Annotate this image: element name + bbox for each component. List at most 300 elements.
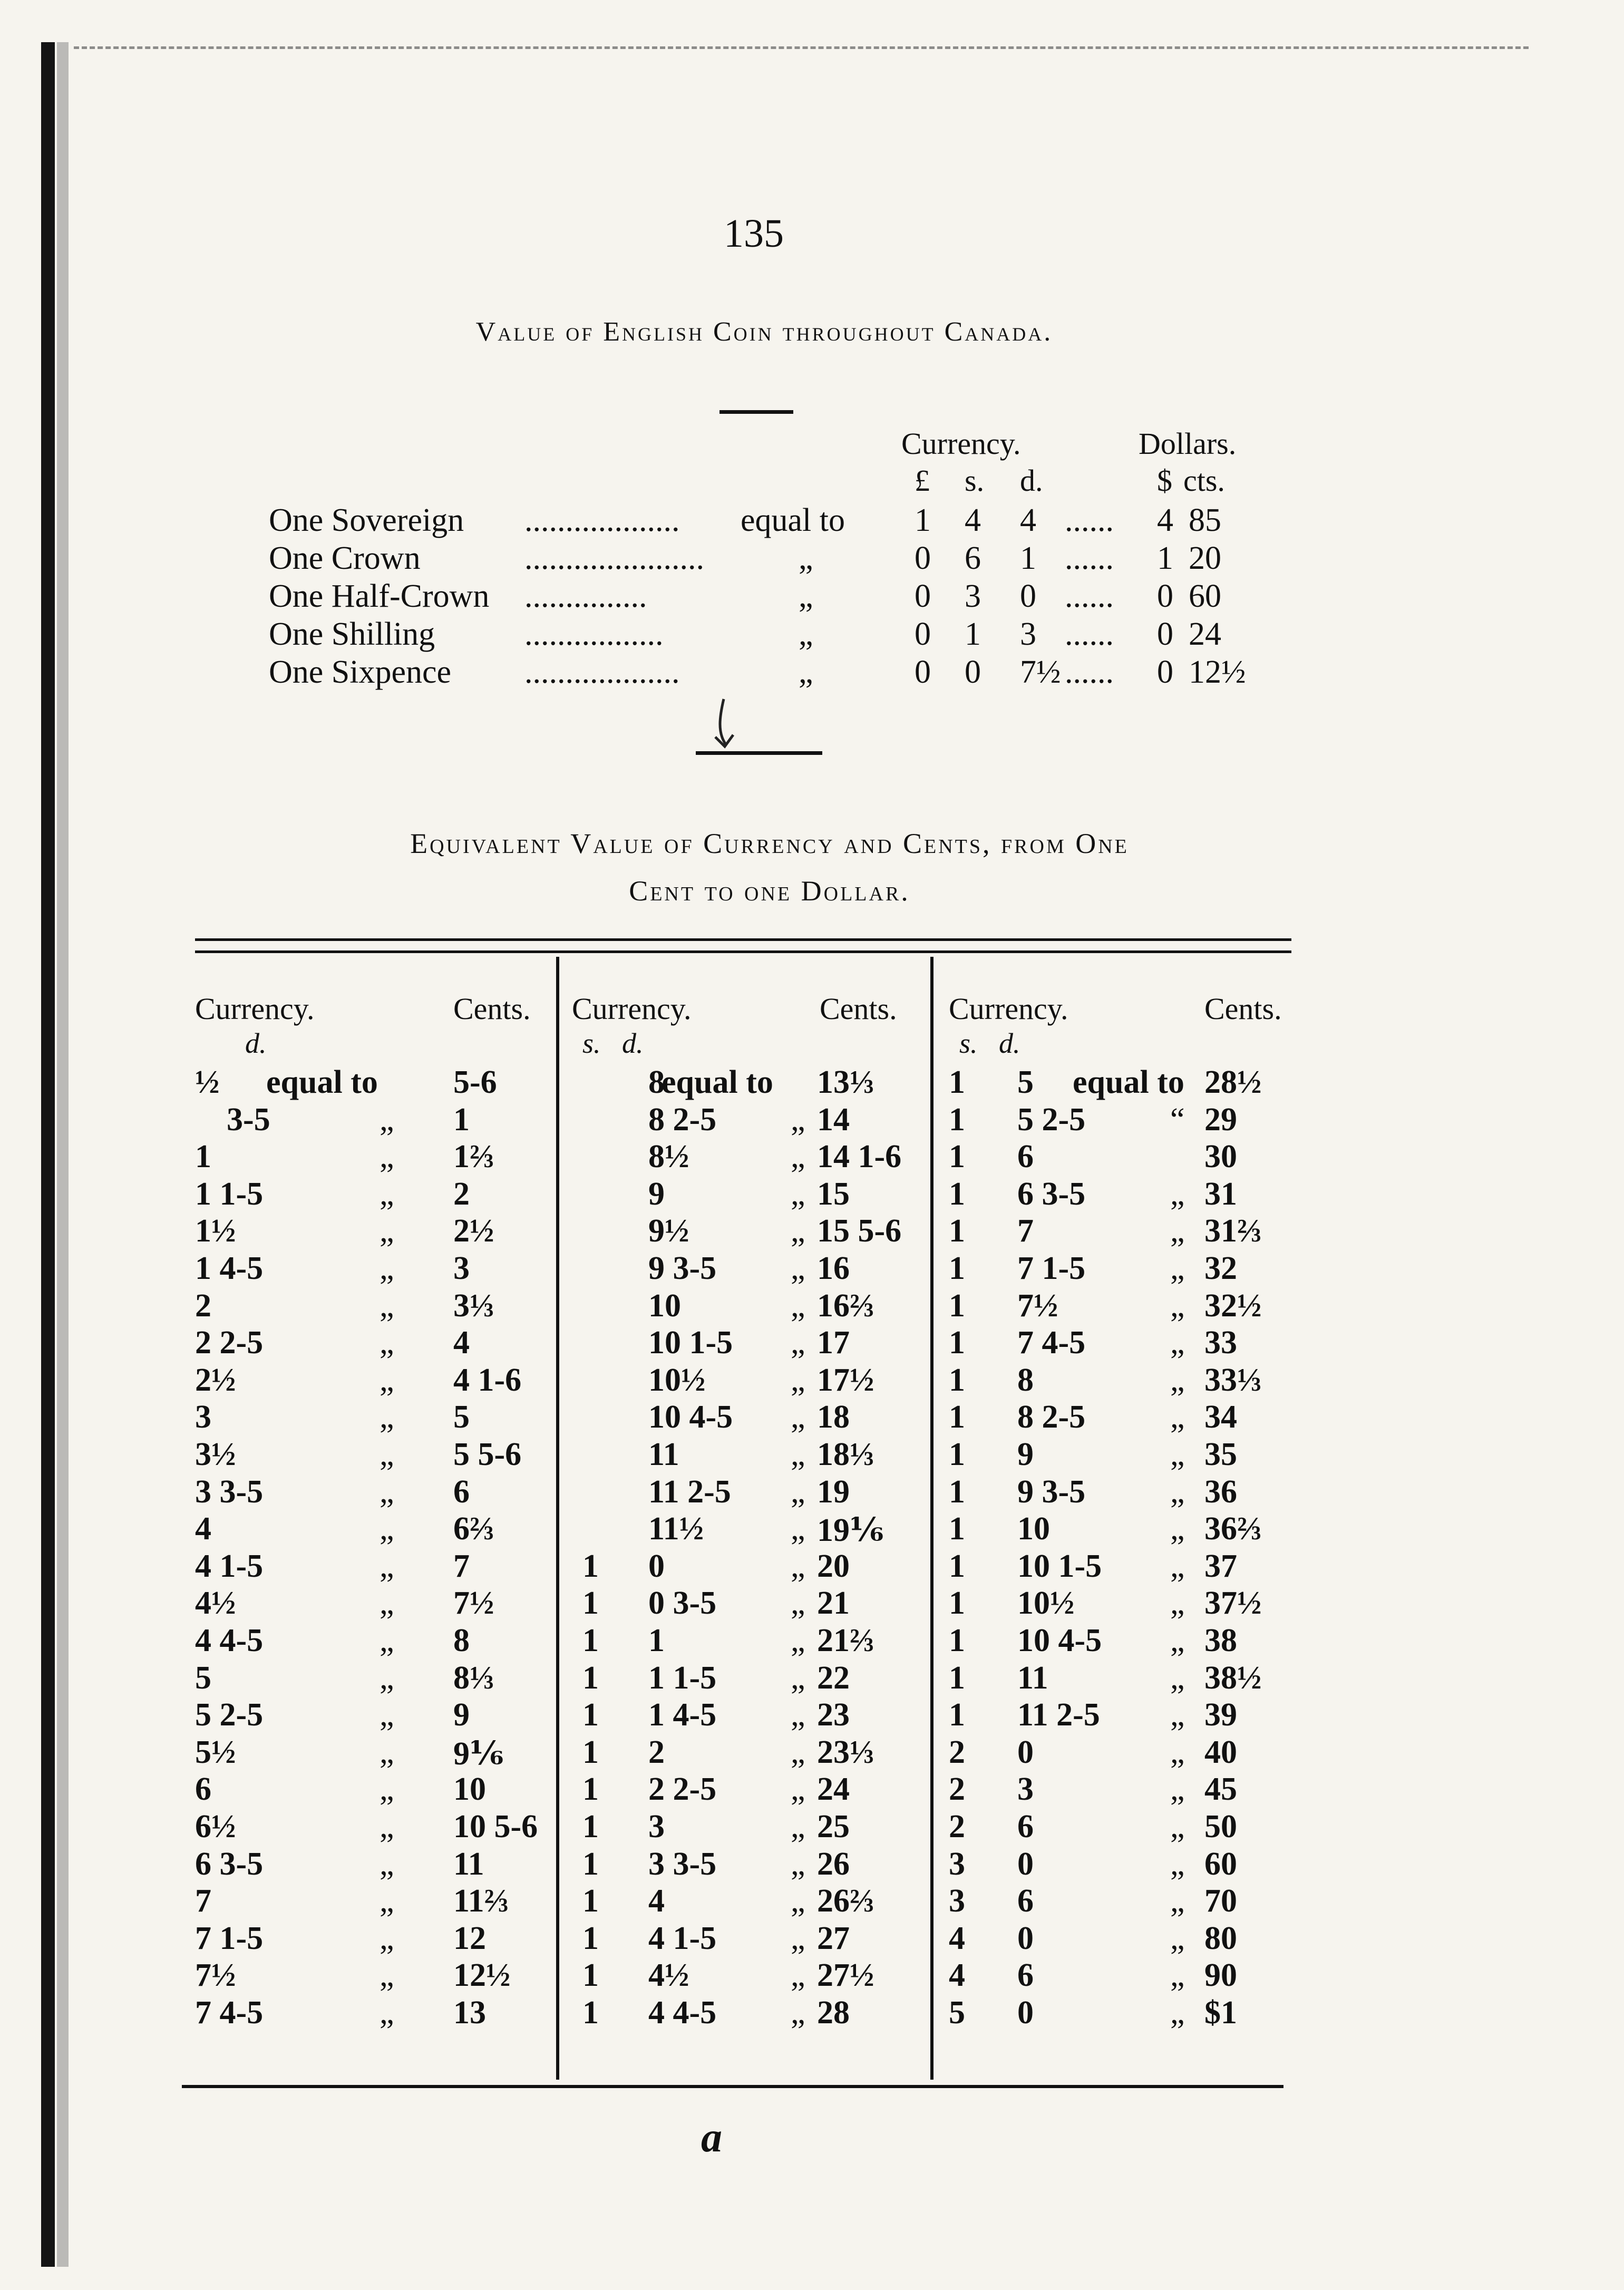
table-row [572,1622,930,1659]
short-rule-top [719,410,793,414]
cell-shillings: 1 [949,1511,965,1547]
cell-cents: 17½ [817,1362,874,1398]
cell-shillings: 1 [949,1250,965,1286]
cell-equal: „ [791,1213,805,1249]
cell-equal: „ [1170,1771,1185,1808]
cell-equal: „ [1170,1213,1185,1249]
page-number: 135 [724,211,784,256]
table-row [195,1920,553,1957]
cell-cents: 11 [453,1846,484,1882]
cell-pence: 6 [1017,1139,1034,1175]
cell-pence: 3 [195,1399,211,1435]
table-row [572,1957,930,1994]
cell-equal: „ [1170,1660,1185,1696]
cell-equal: „ [1170,1362,1185,1398]
table-row [572,1287,930,1324]
cell-cents: 21 [817,1585,850,1622]
cell-cents: 17 [817,1325,850,1361]
table-top-double-rule [195,938,1291,953]
coin-sub-shillings: s. [965,463,985,498]
cell-pence: 1 4-5 [648,1697,717,1733]
cell-cents: 3 [453,1250,470,1286]
cell-pence: 3 3-5 [648,1846,717,1882]
cell-cents: 33⅓ [1204,1362,1262,1398]
cell-equal: „ [791,1437,805,1472]
cell-pence: 6 3-5 [1017,1176,1086,1212]
cell-pence: 11 2-5 [1017,1697,1100,1733]
cell-equal: „ [380,1771,394,1808]
cell-cents: 28 [817,1995,850,2031]
cell-cents: 15 5-6 [817,1213,902,1249]
cell-equal: „ [1170,1548,1185,1584]
table-row [195,1473,553,1510]
coin-name: One Shilling [269,616,435,652]
cell-equal: „ [791,1325,805,1361]
coin-cents: 85 [1189,502,1221,538]
cell-pence: 4 1-5 [195,1548,264,1584]
coin-cents: 12½ [1189,654,1246,690]
cell-cents: 29 [1204,1101,1237,1138]
hand-drawn-arrow-mark [704,696,741,754]
coin-equal: equal to [741,502,845,538]
cell-pence: 6 3-5 [195,1846,264,1882]
cell-equal: „ [791,1473,805,1510]
cell-pence: 1½ [195,1213,236,1249]
cell-pence: 0 3-5 [648,1585,717,1622]
cell-shillings: 1 [949,1362,965,1398]
cell-pence: 4 [195,1511,211,1547]
cell-cents: 2 [453,1176,470,1212]
table-row [949,1138,1307,1175]
cell-shillings: 1 [582,1809,599,1845]
table-row [572,1585,930,1622]
coin-shillings: 6 [965,540,981,576]
cell-equal: „ [791,1399,805,1435]
table-row [949,1734,1307,1771]
cell-pence: 1 [648,1623,665,1658]
short-rule-bottom [696,751,822,755]
table-row [572,1101,930,1138]
cell-pence: 5 [1017,1064,1034,1100]
coin-pounds: 1 [915,502,931,538]
table-row [949,1660,1307,1696]
cell-pence: 3 [1017,1771,1034,1808]
table-row [572,1734,930,1771]
scan-binding-shadow [41,42,55,2267]
cell-equal: „ [380,1660,394,1696]
cell-equal: „ [380,1399,394,1435]
table-row [195,1957,553,1994]
cell-equal: „ [1170,1883,1185,1919]
cell-pence: 4½ [648,1957,689,1994]
column-divider-1 [556,957,559,2080]
col-unit-pence: d. [245,1027,267,1059]
table-row [572,1883,930,1919]
cell-shillings: 1 [949,1437,965,1472]
cell-cents: 7½ [453,1585,494,1622]
cell-cents: 33 [1204,1325,1237,1361]
cell-shillings: 4 [949,1920,965,1956]
cell-cents: 34 [1204,1399,1237,1435]
equivalent-title-line2: Cent to one Dollar. [629,875,910,907]
cell-cents: 13 [453,1995,486,2031]
cell-shillings: 2 [949,1809,965,1845]
cell-cents: 14 1-6 [817,1139,902,1175]
table-row [195,1399,553,1435]
cell-pence: 11½ [648,1511,704,1547]
cell-pence: 4 [648,1883,665,1919]
table-row [572,1473,930,1510]
cell-equal: equal to [1073,1064,1184,1100]
coin-row [269,540,1281,578]
cell-shillings: 1 [949,1623,965,1658]
table-row [195,1101,553,1138]
cell-pence: 3½ [195,1437,236,1472]
coin-name: One Half-Crown [269,578,490,614]
coin-pounds: 0 [915,578,931,614]
table-row [949,1399,1307,1435]
cell-cents: 40 [1204,1734,1237,1770]
table-row [195,1994,553,2031]
cell-cents: 27 [817,1920,850,1956]
cell-cents: 10 5-6 [453,1809,538,1845]
cell-pence: 5 [195,1660,211,1696]
cell-pence: 1 1-5 [648,1660,717,1696]
cell-pence: 3-5 [227,1101,270,1138]
coin-shillings: 3 [965,578,981,614]
cell-cents: 12½ [453,1957,511,1994]
cell-cents: 60 [1204,1846,1237,1882]
cell-shillings: 1 [582,1995,599,2031]
cell-cents: 7 [453,1548,470,1584]
cell-pence: 5 2-5 [195,1697,264,1733]
cell-equal: „ [1170,1697,1185,1733]
col-cents-header: Cents. [1204,992,1282,1026]
cell-cents: 36⅔ [1204,1511,1262,1547]
coin-pounds: 0 [915,654,931,690]
cell-cents: 23 [817,1697,850,1733]
cell-equal: „ [1170,1957,1185,1994]
cell-cents: 10 [453,1771,486,1808]
cell-equal: “ [1170,1101,1185,1138]
cell-shillings: 1 [949,1325,965,1361]
cell-shillings: 1 [949,1213,965,1249]
cell-equal: „ [791,1101,805,1138]
table-row [949,1846,1307,1883]
cell-cents: 1 [453,1101,470,1138]
cell-pence: 9 3-5 [1017,1473,1086,1510]
table-row [195,1436,553,1473]
cell-equal: „ [791,1957,805,1994]
cell-equal: „ [791,1585,805,1622]
coin-sub-dollar-sign: $ [1157,463,1172,498]
coin-dollars: 0 [1157,616,1173,652]
cell-cents: 19⅙ [817,1512,884,1549]
coin-equal: „ [799,654,813,690]
cell-equal: „ [380,1920,394,1956]
cell-shillings: 3 [949,1846,965,1882]
cell-cents: 38 [1204,1623,1237,1658]
cell-pence: 4½ [195,1585,236,1622]
table-row [949,1473,1307,1510]
scan-top-edge [74,46,1529,49]
coin-separator: ...... [1065,502,1114,538]
cell-cents: 1⅔ [453,1139,494,1175]
cell-cents: 23⅓ [817,1734,874,1770]
cell-cents: 37 [1204,1548,1237,1584]
cell-cents: 26⅔ [817,1883,874,1919]
cell-cents: 9 [453,1697,470,1733]
cell-pence: 9 3-5 [648,1250,717,1286]
cell-pence: 0 [1017,1846,1034,1882]
cell-equal: „ [380,1585,394,1622]
coin-table-title-text: Value of English Coin throughout Canada. [475,317,1053,347]
cell-pence: 0 [1017,1995,1034,2031]
cell-cents: 16 [817,1250,850,1286]
table-row [195,1846,553,1883]
cell-pence: 10 [1017,1511,1050,1547]
cell-equal: „ [380,1623,394,1658]
cell-shillings: 5 [949,1995,965,2031]
cell-pence: 8½ [648,1139,689,1175]
cell-equal: „ [1170,1585,1185,1622]
cell-shillings: 1 [949,1660,965,1696]
cell-pence: 7 1-5 [195,1920,264,1956]
cell-shillings: 1 [582,1920,599,1956]
cell-equal: „ [1170,1511,1185,1547]
coin-row [269,578,1281,616]
cell-shillings: 1 [949,1585,965,1622]
cell-equal: equal to [662,1064,773,1100]
table-row [572,1771,930,1808]
coin-dollars: 1 [1157,540,1173,576]
cell-cents: 16⅔ [817,1287,874,1324]
coin-separator: ...... [1065,540,1114,576]
table-row [195,1250,553,1287]
cell-shillings: 1 [949,1287,965,1324]
cell-cents: 50 [1204,1809,1237,1845]
cell-pence: 0 [1017,1920,1034,1956]
coin-shillings: 1 [965,616,981,652]
table-row [572,1362,930,1399]
cell-shillings: 1 [949,1064,965,1100]
coin-sub-pence: d. [1020,463,1043,498]
cell-cents: 32½ [1204,1287,1262,1324]
cell-equal: „ [1170,1809,1185,1845]
table-row [572,1436,930,1473]
cell-cents: 70 [1204,1883,1237,1919]
cell-equal: „ [791,1548,805,1584]
cell-pence: 3 [648,1809,665,1845]
cell-cents: 80 [1204,1920,1237,1956]
cell-equal: „ [380,1697,394,1733]
coin-cents: 24 [1189,616,1221,652]
cell-cents: 11⅔ [453,1883,509,1919]
cell-pence: 6½ [195,1809,236,1845]
equivalent-table-title [211,820,1328,915]
cell-pence: 7½ [1017,1287,1058,1324]
cell-cents: $1 [1204,1995,1237,2031]
coin-separator: ...... [1065,578,1114,614]
cell-pence: 6 [1017,1809,1034,1845]
cell-pence: 10½ [1017,1585,1075,1622]
table-row [949,1994,1307,2031]
cell-equal: „ [380,1139,394,1175]
col-unit-shillings: s. [959,1027,978,1059]
cell-shillings: 3 [949,1883,965,1919]
coin-name: One Sovereign [269,502,464,538]
cell-pence: 4 4-5 [195,1623,264,1658]
table-row [195,1622,553,1659]
cell-equal: „ [380,1995,394,2031]
cell-equal: „ [791,1771,805,1808]
cell-cents: 8 [453,1623,470,1658]
cell-shillings: 1 [949,1101,965,1138]
table-row [572,1548,930,1585]
cell-pence: 10 4-5 [1017,1623,1102,1658]
table-row [949,1920,1307,1957]
cell-shillings: 1 [582,1771,599,1808]
cell-cents: 27½ [817,1957,874,1994]
table-row [572,1176,930,1212]
cell-pence: 11 [648,1437,679,1472]
table-row [195,1138,553,1175]
table-row [949,1622,1307,1659]
coin-cents: 60 [1189,578,1221,614]
cell-cents: 2½ [453,1213,494,1249]
table-row [949,1212,1307,1249]
coin-pounds: 0 [915,616,931,652]
coin-shillings: 0 [965,654,981,690]
cell-pence: 6 [1017,1957,1034,1994]
cell-pence: 8 [648,1064,665,1100]
cell-shillings: 1 [582,1957,599,1994]
table-row [195,1808,553,1845]
cell-pence: 7 [195,1883,211,1919]
cell-cents: 5 [453,1399,470,1435]
cell-equal: „ [791,1920,805,1956]
coin-equal: „ [799,578,813,614]
cell-pence: 10 [648,1287,681,1324]
cell-cents: 39 [1204,1697,1237,1733]
equivalent-title-line1: Equivalent Value of Currency and Cents, from One [410,828,1129,859]
table-row [572,1250,930,1287]
coin-row [269,654,1281,692]
coin-name: One Sixpence [269,654,452,690]
cell-cents: 20 [817,1548,850,1584]
cell-shillings: 1 [582,1623,599,1658]
table-row [949,1362,1307,1399]
cell-equal: „ [791,1362,805,1398]
cell-pence: 1 1-5 [195,1176,264,1212]
cell-equal: „ [1170,1250,1185,1286]
cell-shillings: 1 [582,1883,599,1919]
cell-equal: „ [1170,1287,1185,1324]
table-row [572,1399,930,1435]
coin-header-dollars: Dollars. [1139,426,1237,461]
cell-cents: 22 [817,1660,850,1696]
cell-pence: 8 2-5 [648,1101,717,1138]
cell-cents: 14 [817,1101,850,1138]
cell-equal: „ [1170,1437,1185,1472]
cell-cents: 30 [1204,1139,1237,1175]
cell-equal: „ [380,1957,394,1994]
cell-equal: „ [380,1548,394,1584]
coin-leader-dots: ............... [524,578,647,614]
cell-pence: 7 [1017,1213,1034,1249]
col-cents-header: Cents. [820,992,897,1026]
coin-name: One Crown [269,540,421,576]
table-row [195,1362,553,1399]
cell-cents: 38½ [1204,1660,1262,1696]
cell-pence: 10 1-5 [1017,1548,1102,1584]
cell-cents: 4 1-6 [453,1362,522,1398]
cell-pence: 4 4-5 [648,1995,717,2031]
cell-equal: „ [1170,1176,1185,1212]
coin-row [269,502,1281,540]
cell-equal: „ [1170,1623,1185,1658]
cell-equal: equal to [266,1064,378,1100]
cell-cents: 25 [817,1809,850,1845]
coin-equal: „ [799,616,813,652]
cell-pence: 2 [648,1734,665,1770]
cell-cents: 21⅔ [817,1623,874,1658]
cell-pence: 0 [1017,1734,1034,1770]
table-row [949,1957,1307,1994]
table-row [949,1771,1307,1808]
cell-cents: 9⅙ [453,1735,504,1772]
scan-binding-edge [57,42,69,2267]
cell-equal: „ [791,1250,805,1286]
table-row [949,1548,1307,1585]
cell-pence: 6 [195,1771,211,1808]
coin-sub-cents: cts. [1183,463,1225,498]
cell-equal: „ [1170,1399,1185,1435]
cell-cents: 8⅓ [453,1660,494,1696]
table-row [195,1324,553,1361]
coin-pence: 7½ [1020,654,1061,690]
table-row [572,1920,930,1957]
cell-pence: 2 [195,1287,211,1324]
coin-leader-dots: ................... [524,502,680,538]
coin-row [269,616,1281,654]
cell-equal: „ [1170,1473,1185,1510]
cell-pence: 2 2-5 [195,1325,264,1361]
table-row [949,1510,1307,1547]
cell-cents: 31⅔ [1204,1213,1262,1249]
coin-shillings: 4 [965,502,981,538]
column-divider-2 [930,957,933,2080]
cell-equal: „ [380,1734,394,1770]
table-row [572,1324,930,1361]
signature-mark: a [701,2114,722,2161]
table-row [572,1212,930,1249]
table-row [949,1250,1307,1287]
table-row [195,1696,553,1733]
cell-pence: 11 [1017,1660,1048,1696]
cell-cents: 5-6 [453,1064,497,1100]
cell-shillings: 1 [949,1139,965,1175]
table-row [195,1212,553,1249]
cell-cents: 15 [817,1176,850,1212]
cell-cents: 31 [1204,1176,1237,1212]
coin-pence: 0 [1020,578,1036,614]
cell-shillings: 2 [949,1771,965,1808]
cell-equal: „ [1170,1734,1185,1770]
table-row [572,1846,930,1883]
coin-pounds: 0 [915,540,931,576]
table-row [195,1585,553,1622]
